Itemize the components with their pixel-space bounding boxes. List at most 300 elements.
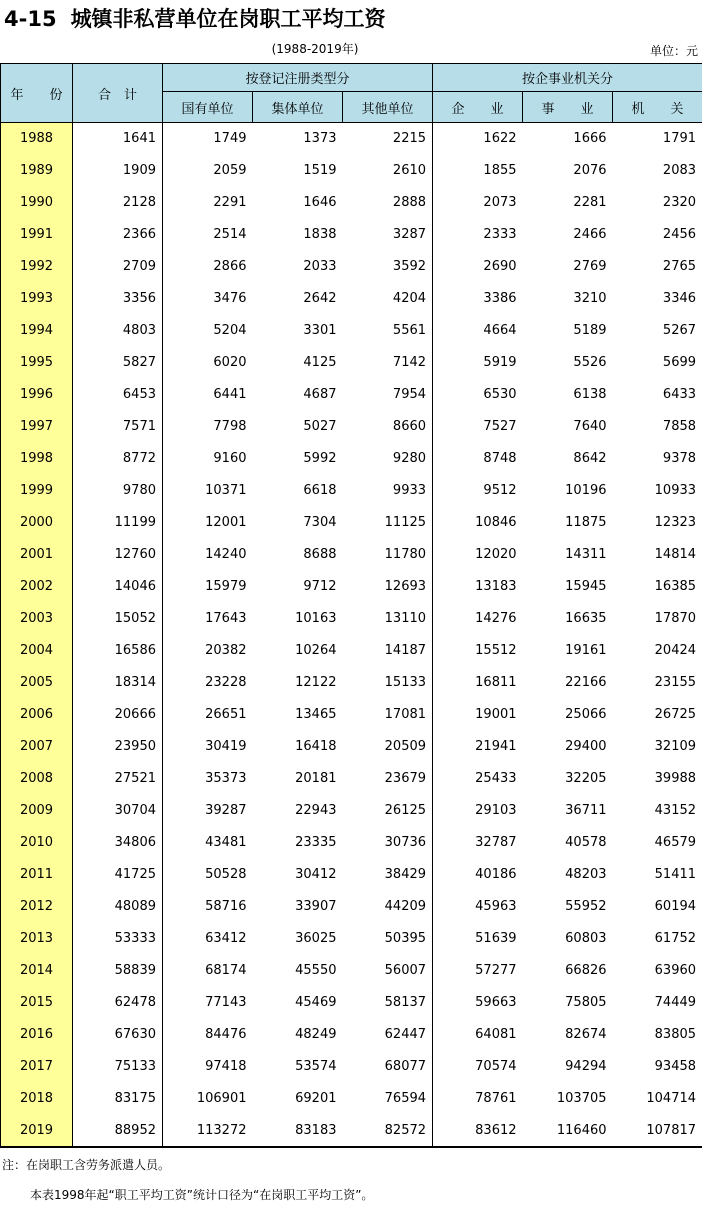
state-owned-cell: 2514: [213, 227, 247, 242]
enterprise-cell: 5919: [483, 355, 517, 370]
table-row: [1, 123, 702, 155]
year-cell: 2000: [1, 507, 73, 539]
government-cell: 60194: [613, 891, 702, 923]
other-cell: 82572: [343, 1115, 433, 1147]
collective-cell: 23335: [295, 835, 337, 850]
government-cell: 2765: [613, 251, 702, 283]
other-cell: 5561: [343, 315, 433, 347]
institution-cell: 2281: [573, 195, 607, 210]
year-cell: 1990: [1, 187, 73, 219]
enterprise-cell: 45963: [475, 899, 517, 914]
government-cell: 63960: [613, 955, 702, 987]
other-cell: 20509: [343, 731, 433, 763]
collective-cell: 4125: [303, 355, 337, 370]
other-cell: 7954: [343, 379, 433, 411]
header-group-registration: 按登记注册类型分: [163, 64, 433, 92]
table-row: [1, 1019, 702, 1051]
state-owned-cell: 12001: [205, 515, 247, 530]
table-row: [1, 667, 702, 699]
wage-table: [0, 63, 702, 1148]
table-row: [1, 571, 702, 603]
year-cell: 1992: [1, 251, 73, 283]
government-cell: 5699: [613, 347, 702, 379]
government-cell: 46579: [613, 827, 702, 859]
total-cell: 15052: [73, 603, 163, 635]
enterprise-cell: 2690: [483, 259, 517, 274]
enterprise-cell: 1855: [483, 163, 517, 178]
total-cell: 20666: [73, 699, 163, 731]
government-cell: 26725: [613, 699, 702, 731]
total-cell: 18314: [73, 667, 163, 699]
total-cell: 5827: [73, 347, 163, 379]
total-cell: 11199: [73, 507, 163, 539]
government-cell: 6433: [613, 379, 702, 411]
table-row: [1, 539, 702, 571]
table-row: [1, 987, 702, 1019]
collective-cell: 1519: [303, 163, 337, 178]
year-cell: 2004: [1, 635, 73, 667]
government-cell: 12323: [613, 507, 702, 539]
institution-cell: 8642: [573, 451, 607, 466]
enterprise-cell: 12020: [475, 547, 517, 562]
enterprise-cell: 64081: [475, 1027, 517, 1042]
government-cell: 32109: [613, 731, 702, 763]
government-cell: 17870: [613, 603, 702, 635]
year-cell: 2002: [1, 571, 73, 603]
total-cell: 88952: [73, 1115, 163, 1147]
institution-cell: 29400: [565, 739, 607, 754]
state-owned-cell: 26651: [205, 707, 247, 722]
other-cell: 3592: [343, 251, 433, 283]
other-cell: 15133: [343, 667, 433, 699]
enterprise-cell: 70574: [475, 1059, 517, 1074]
state-owned-cell: 10371: [205, 483, 247, 498]
collective-cell: 16418: [295, 739, 337, 754]
total-cell: 6453: [73, 379, 163, 411]
collective-cell: 69201: [295, 1091, 337, 1106]
year-cell: 1996: [1, 379, 73, 411]
table-row: [1, 955, 702, 987]
other-cell: 11125: [343, 507, 433, 539]
header-other: 其他单位: [343, 92, 433, 123]
enterprise-cell: 40186: [475, 867, 517, 882]
government-cell: 51411: [613, 859, 702, 891]
other-cell: 8660: [343, 411, 433, 443]
state-owned-cell: 63412: [205, 931, 247, 946]
institution-cell: 5189: [573, 323, 607, 338]
total-cell: 12760: [73, 539, 163, 571]
other-cell: 2215: [343, 123, 433, 155]
table-row: [1, 763, 702, 795]
collective-cell: 5992: [303, 451, 337, 466]
government-cell: 43152: [613, 795, 702, 827]
other-cell: 2888: [343, 187, 433, 219]
state-owned-cell: 35373: [205, 771, 247, 786]
collective-cell: 33907: [295, 899, 337, 914]
institution-cell: 103705: [556, 1091, 607, 1106]
collective-cell: 13465: [295, 707, 337, 722]
total-cell: 2128: [73, 187, 163, 219]
institution-cell: 10196: [565, 483, 607, 498]
header-year: 年 份: [1, 64, 73, 123]
institution-cell: 66826: [565, 963, 607, 978]
other-cell: 11780: [343, 539, 433, 571]
enterprise-cell: 25433: [475, 771, 517, 786]
total-cell: 2709: [73, 251, 163, 283]
other-cell: 44209: [343, 891, 433, 923]
government-cell: 61752: [613, 923, 702, 955]
other-cell: 50395: [343, 923, 433, 955]
enterprise-cell: 6530: [483, 387, 517, 402]
table-body: [1, 123, 702, 1147]
table-row: [1, 347, 702, 379]
enterprise-cell: 8748: [483, 451, 517, 466]
enterprise-cell: 59663: [475, 995, 517, 1010]
institution-cell: 22166: [565, 675, 607, 690]
state-owned-cell: 68174: [205, 963, 247, 978]
table-row: [1, 827, 702, 859]
institution-cell: 14311: [565, 547, 607, 562]
total-cell: 27521: [73, 763, 163, 795]
year-cell: 2005: [1, 667, 73, 699]
enterprise-cell: 9512: [483, 483, 517, 498]
year-cell: 2012: [1, 891, 73, 923]
government-cell: 16385: [613, 571, 702, 603]
institution-cell: 75805: [565, 995, 607, 1010]
institution-cell: 116460: [523, 1115, 613, 1147]
other-cell: 9280: [343, 443, 433, 475]
government-cell: 107817: [613, 1115, 702, 1147]
other-cell: 12693: [343, 571, 433, 603]
other-cell: 68077: [343, 1051, 433, 1083]
year-cell: 2019: [1, 1115, 73, 1147]
state-owned-cell: 15979: [205, 579, 247, 594]
collective-cell: 9712: [303, 579, 337, 594]
total-cell: 34806: [73, 827, 163, 859]
year-cell: 1993: [1, 283, 73, 315]
table-row: [1, 1083, 702, 1115]
enterprise-cell: 15512: [475, 643, 517, 658]
year-cell: 2018: [1, 1083, 73, 1115]
total-cell: 58839: [73, 955, 163, 987]
other-cell: 9933: [343, 475, 433, 507]
header-institution: 事 业: [523, 92, 613, 123]
collective-cell: 1646: [303, 195, 337, 210]
government-cell: 9378: [613, 443, 702, 475]
state-owned-cell: 9160: [213, 451, 247, 466]
collective-cell: 3301: [303, 323, 337, 338]
enterprise-cell: 21941: [475, 739, 517, 754]
table-row: [1, 379, 702, 411]
collective-cell: 53574: [295, 1059, 337, 1074]
enterprise-cell: 14276: [475, 611, 517, 626]
enterprise-cell: 1622: [483, 131, 517, 147]
collective-cell: 36025: [295, 931, 337, 946]
other-cell: 2610: [343, 155, 433, 187]
government-cell: 2456: [613, 219, 702, 251]
total-cell: 67630: [73, 1019, 163, 1051]
year-cell: 2009: [1, 795, 73, 827]
institution-cell: 82674: [565, 1027, 607, 1042]
collective-cell: 8688: [303, 547, 337, 562]
total-cell: 16586: [73, 635, 163, 667]
other-cell: 76594: [343, 1083, 433, 1115]
table-row: [1, 1051, 702, 1083]
footnotes: [2, 1154, 373, 1206]
other-cell: 4204: [343, 283, 433, 315]
collective-cell: 22943: [295, 803, 337, 818]
year-cell: 2003: [1, 603, 73, 635]
state-owned-cell: 77143: [205, 995, 247, 1010]
enterprise-cell: 13183: [475, 579, 517, 594]
state-owned-cell: 113272: [163, 1115, 253, 1147]
government-cell: 104714: [613, 1083, 702, 1115]
header-group-institution: 按企事业机关分: [433, 64, 702, 92]
institution-cell: 55952: [565, 899, 607, 914]
other-cell: 56007: [343, 955, 433, 987]
state-owned-cell: 17643: [205, 611, 247, 626]
total-cell: 83175: [73, 1083, 163, 1115]
table-row: [1, 251, 702, 283]
other-cell: 14187: [343, 635, 433, 667]
other-cell: 62447: [343, 1019, 433, 1051]
state-owned-cell: 2059: [213, 163, 247, 178]
institution-cell: 2076: [573, 163, 607, 178]
other-cell: 7142: [343, 347, 433, 379]
government-cell: 10933: [613, 475, 702, 507]
table-row: [1, 731, 702, 763]
state-owned-cell: 84476: [205, 1027, 247, 1042]
state-owned-cell: 3476: [213, 291, 247, 306]
government-cell: 5267: [613, 315, 702, 347]
year-cell: 2001: [1, 539, 73, 571]
year-cell: 2016: [1, 1019, 73, 1051]
total-cell: 30704: [73, 795, 163, 827]
table-title: 城镇非私营单位在岗职工平均工资: [70, 7, 386, 31]
state-owned-cell: 43481: [205, 835, 247, 850]
table-row: [1, 443, 702, 475]
enterprise-cell: 57277: [475, 963, 517, 978]
year-cell: 2008: [1, 763, 73, 795]
enterprise-cell: 32787: [475, 835, 517, 850]
enterprise-cell: 3386: [483, 291, 517, 306]
government-cell: 1791: [613, 123, 702, 155]
total-cell: 48089: [73, 891, 163, 923]
institution-cell: 7640: [573, 419, 607, 434]
total-cell: 23950: [73, 731, 163, 763]
table-row: [1, 283, 702, 315]
table-row: [1, 635, 702, 667]
institution-cell: 94294: [565, 1059, 607, 1074]
collective-cell: 10264: [295, 643, 337, 658]
state-owned-cell: 97418: [205, 1059, 247, 1074]
table-row: [1, 155, 702, 187]
state-owned-cell: 58716: [205, 899, 247, 914]
institution-cell: 32205: [565, 771, 607, 786]
table-row: [1, 507, 702, 539]
collective-cell: 5027: [303, 419, 337, 434]
institution-cell: 48203: [565, 867, 607, 882]
year-cell: 2014: [1, 955, 73, 987]
total-cell: 75133: [73, 1051, 163, 1083]
header-collective: 集体单位: [253, 92, 343, 123]
year-cell: 2006: [1, 699, 73, 731]
government-cell: 39988: [613, 763, 702, 795]
government-cell: 83805: [613, 1019, 702, 1051]
table-row: [1, 699, 702, 731]
table-row: [1, 795, 702, 827]
total-cell: 14046: [73, 571, 163, 603]
total-cell: 4803: [73, 315, 163, 347]
header-state-owned: 国有单位: [163, 92, 253, 123]
footnote-2: 本表1998年起“职工平均工资”统计口径为“在岗职工平均工资”。: [30, 1188, 374, 1202]
total-cell: 41725: [73, 859, 163, 891]
enterprise-cell: 2333: [483, 227, 517, 242]
institution-cell: 5526: [573, 355, 607, 370]
header-total: 合 计: [73, 64, 163, 123]
year-cell: 2015: [1, 987, 73, 1019]
government-cell: 74449: [613, 987, 702, 1019]
other-cell: 13110: [343, 603, 433, 635]
collective-cell: 30412: [295, 867, 337, 882]
year-cell: 2013: [1, 923, 73, 955]
table-row: [1, 859, 702, 891]
year-cell: 1995: [1, 347, 73, 379]
table-number: 4-15: [4, 7, 57, 31]
header-government: 机 关: [613, 92, 702, 123]
footnote-1: 注：在岗职工含劳务派遣人员。: [2, 1158, 171, 1172]
total-cell: 53333: [73, 923, 163, 955]
collective-cell: 45469: [295, 995, 337, 1010]
page-title: [4, 2, 386, 36]
total-cell: 3356: [73, 283, 163, 315]
collective-cell: 7304: [303, 515, 337, 530]
other-cell: 3287: [343, 219, 433, 251]
year-range: (1988-2019年): [271, 42, 359, 56]
government-cell: 7858: [613, 411, 702, 443]
year-cell: 1998: [1, 443, 73, 475]
institution-cell: 1666: [573, 131, 607, 147]
institution-cell: 2466: [573, 227, 607, 242]
total-cell: 1641: [73, 123, 163, 155]
table-row: [1, 187, 702, 219]
institution-cell: 19161: [565, 643, 607, 658]
collective-cell: 45550: [295, 963, 337, 978]
collective-cell: 12122: [295, 675, 337, 690]
enterprise-cell: 78761: [475, 1091, 517, 1106]
state-owned-cell: 50528: [205, 867, 247, 882]
institution-cell: 40578: [565, 835, 607, 850]
state-owned-cell: 14240: [205, 547, 247, 562]
institution-cell: 11875: [565, 515, 607, 530]
enterprise-cell: 7527: [483, 419, 517, 434]
state-owned-cell: 30419: [205, 739, 247, 754]
government-cell: 14814: [613, 539, 702, 571]
collective-cell: 1838: [303, 227, 337, 242]
other-cell: 26125: [343, 795, 433, 827]
year-cell: 2010: [1, 827, 73, 859]
enterprise-cell: 10846: [475, 515, 517, 530]
enterprise-cell: 4664: [483, 323, 517, 338]
government-cell: 23155: [613, 667, 702, 699]
state-owned-cell: 39287: [205, 803, 247, 818]
collective-cell: 10163: [295, 611, 337, 626]
year-cell: 1991: [1, 219, 73, 251]
total-cell: 2366: [73, 219, 163, 251]
collective-cell: 4687: [303, 387, 337, 402]
table-row: [1, 475, 702, 507]
collective-cell: 6618: [303, 483, 337, 498]
year-cell: 2017: [1, 1051, 73, 1083]
collective-cell: 2033: [303, 259, 337, 274]
collective-cell: 20181: [295, 771, 337, 786]
year-cell: 1994: [1, 315, 73, 347]
table-row: [1, 411, 702, 443]
table-row: [1, 1115, 702, 1147]
state-owned-cell: 7798: [213, 419, 247, 434]
year-cell: 1999: [1, 475, 73, 507]
total-cell: 62478: [73, 987, 163, 1019]
other-cell: 38429: [343, 859, 433, 891]
total-cell: 9780: [73, 475, 163, 507]
government-cell: 20424: [613, 635, 702, 667]
year-cell: 2007: [1, 731, 73, 763]
state-owned-cell: 20382: [205, 643, 247, 658]
enterprise-cell: 51639: [475, 931, 517, 946]
enterprise-cell: 2073: [483, 195, 517, 210]
year-cell: 2011: [1, 859, 73, 891]
government-cell: 2320: [613, 187, 702, 219]
enterprise-cell: 19001: [475, 707, 517, 722]
year-cell: 1988: [1, 123, 73, 155]
institution-cell: 36711: [565, 803, 607, 818]
total-cell: 1909: [73, 155, 163, 187]
institution-cell: 3210: [573, 291, 607, 306]
institution-cell: 6138: [573, 387, 607, 402]
table-row: [1, 315, 702, 347]
total-cell: 7571: [73, 411, 163, 443]
state-owned-cell: 23228: [205, 675, 247, 690]
total-cell: 8772: [73, 443, 163, 475]
state-owned-cell: 1749: [213, 131, 247, 147]
other-cell: 17081: [343, 699, 433, 731]
year-cell: 1989: [1, 155, 73, 187]
collective-cell: 83183: [253, 1115, 343, 1147]
table-row: [1, 603, 702, 635]
institution-cell: 2769: [573, 259, 607, 274]
enterprise-cell: 29103: [475, 803, 517, 818]
state-owned-cell: 6020: [213, 355, 247, 370]
state-owned-cell: 6441: [213, 387, 247, 402]
state-owned-cell: 2866: [213, 259, 247, 274]
collective-cell: 48249: [295, 1027, 337, 1042]
government-cell: 2083: [613, 155, 702, 187]
institution-cell: 60803: [565, 931, 607, 946]
collective-cell: 2642: [303, 291, 337, 306]
other-cell: 23679: [343, 763, 433, 795]
enterprise-cell: 83612: [433, 1115, 523, 1147]
institution-cell: 25066: [565, 707, 607, 722]
institution-cell: 16635: [565, 611, 607, 626]
government-cell: 3346: [613, 283, 702, 315]
government-cell: 93458: [613, 1051, 702, 1083]
enterprise-cell: 16811: [475, 675, 517, 690]
collective-cell: 1373: [303, 131, 337, 147]
other-cell: 30736: [343, 827, 433, 859]
table-row: [1, 219, 702, 251]
unit-label: 单位：元: [649, 44, 698, 58]
other-cell: 58137: [343, 987, 433, 1019]
